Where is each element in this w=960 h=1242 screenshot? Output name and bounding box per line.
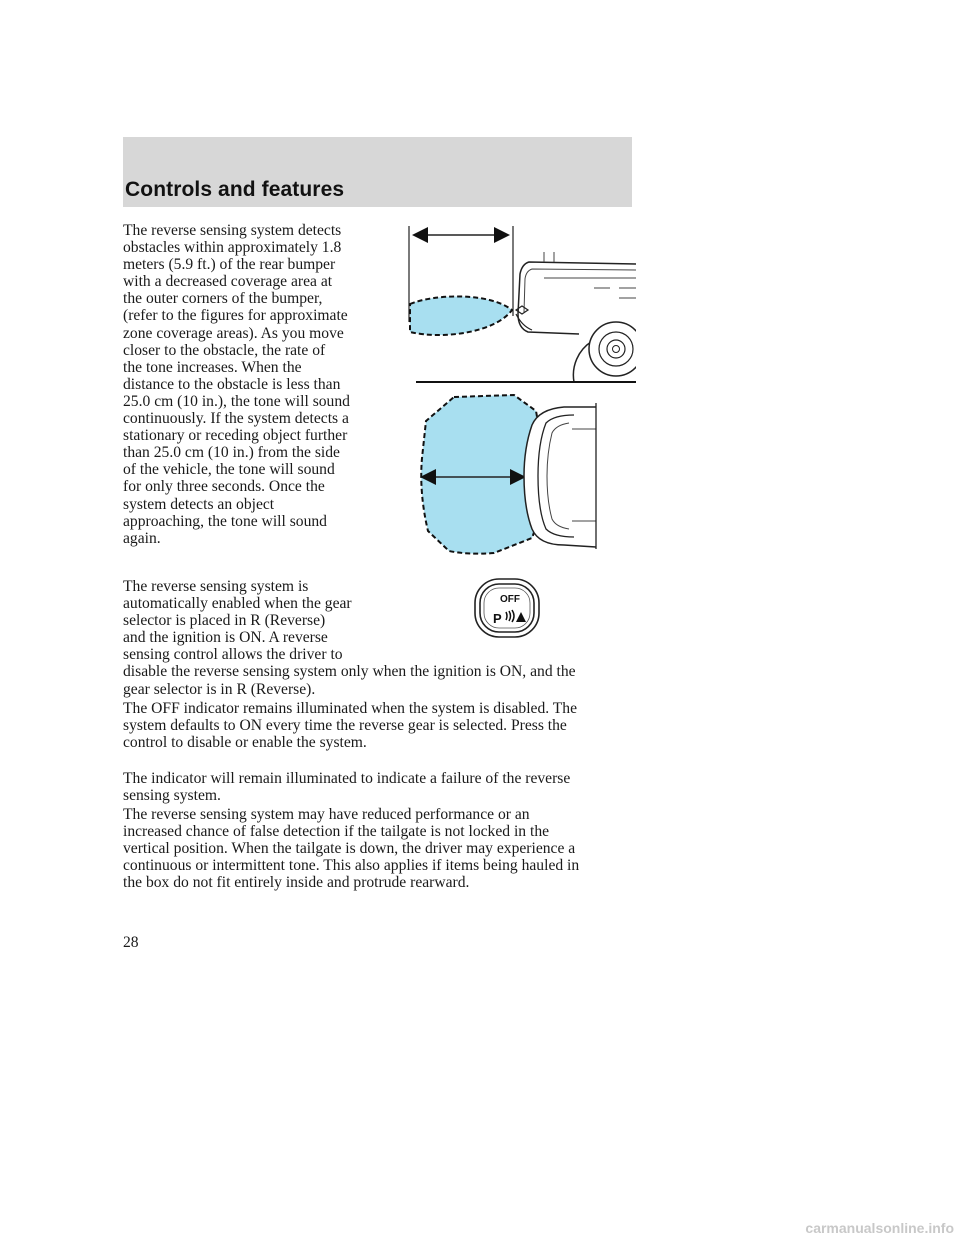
park-assist-p-label: P — [493, 611, 502, 626]
text-line: continuously. If the system detects a — [123, 410, 349, 428]
text-line: increased chance of false detection if the tailgate is not locked in the — [123, 823, 550, 841]
range-arrowhead-right — [494, 227, 510, 243]
text-line: again. — [123, 529, 161, 547]
text-line: closer to the obstacle, the rate of — [123, 341, 326, 359]
text-line: meters (5.9 ft.) of the rear bumper — [123, 256, 336, 274]
text-line: The reverse sensing system may have reduced performance or an — [123, 806, 530, 823]
text-line: with a decreased coverage area at — [123, 273, 333, 291]
text-line: The OFF indicator remains illuminated when the system is disabled. The — [123, 700, 578, 717]
text-line: system detects an object — [123, 495, 275, 513]
text-line: for only three seconds. Once the — [123, 478, 325, 496]
text-line: the tone increases. When the — [123, 358, 302, 376]
text-line: the outer corners of the bumper, — [123, 290, 323, 308]
text-line: zone coverage areas). As you move — [123, 324, 344, 342]
off-indicator-label: OFF — [500, 594, 520, 605]
side-coverage-zone — [410, 296, 512, 335]
footer-watermark: carmanualsonline.info — [805, 1220, 954, 1236]
text-line: system defaults to ON every time the reverse gear is selected. Press the — [123, 717, 567, 735]
top-coverage-zone — [421, 395, 540, 554]
range-arrowhead-left — [412, 227, 428, 243]
text-line: distance to the obstacle is less than — [123, 375, 341, 393]
text-line: sensing control allows the driver to — [123, 646, 343, 664]
paragraph-failure-indicator — [123, 770, 643, 804]
text-line: stationary or receding object further — [123, 427, 348, 445]
paragraph-tailgate-warning — [123, 806, 643, 891]
text-line: than 25.0 cm (10 in.) from the side — [123, 444, 340, 462]
paragraph-off-indicator — [123, 700, 643, 751]
paragraph-detection-range — [123, 222, 385, 547]
text-line: control to disable or enable the system. — [123, 734, 367, 752]
text-line: approaching, the tone will sound — [123, 512, 327, 530]
text-line: The reverse sensing system is — [123, 578, 309, 595]
page-title: Controls and features — [125, 178, 345, 201]
text-line: (refer to the figures for approximate — [123, 307, 348, 325]
text-line: automatically enabled when the gear — [123, 595, 352, 613]
top-view-coverage-figure — [414, 393, 604, 559]
side-view-coverage-figure — [404, 222, 636, 388]
paragraph-enabling — [123, 578, 643, 698]
text-line: of the vehicle, the tone will sound — [123, 461, 335, 479]
text-line: selector is placed in R (Reverse) — [123, 612, 326, 630]
text-line: 25.0 cm (10 in.), the tone will sound — [123, 392, 350, 410]
text-line: obstacles within approximately 1.8 — [123, 239, 342, 257]
text-line: vertical position. When the tailgate is down, the driver may experience a — [123, 840, 576, 858]
text-line: and the ignition is ON. A reverse — [123, 629, 328, 647]
text-line: The indicator will remain illuminated to indicate a failure of the reverse — [123, 770, 571, 787]
text-line: continuous or intermittent tone. This also applies if items being hauled in — [123, 857, 580, 875]
text-line: The reverse sensing system detects — [123, 222, 342, 239]
text-line: the box do not fit entirely inside and protrude rearward. — [123, 874, 470, 892]
text-line: gear selector is in R (Reverse). — [123, 680, 316, 698]
text-line: disable the reverse sensing system only when the ignition is ON, and the — [123, 663, 576, 681]
page-number: 28 — [123, 934, 139, 951]
text-line: sensing system. — [123, 787, 221, 805]
